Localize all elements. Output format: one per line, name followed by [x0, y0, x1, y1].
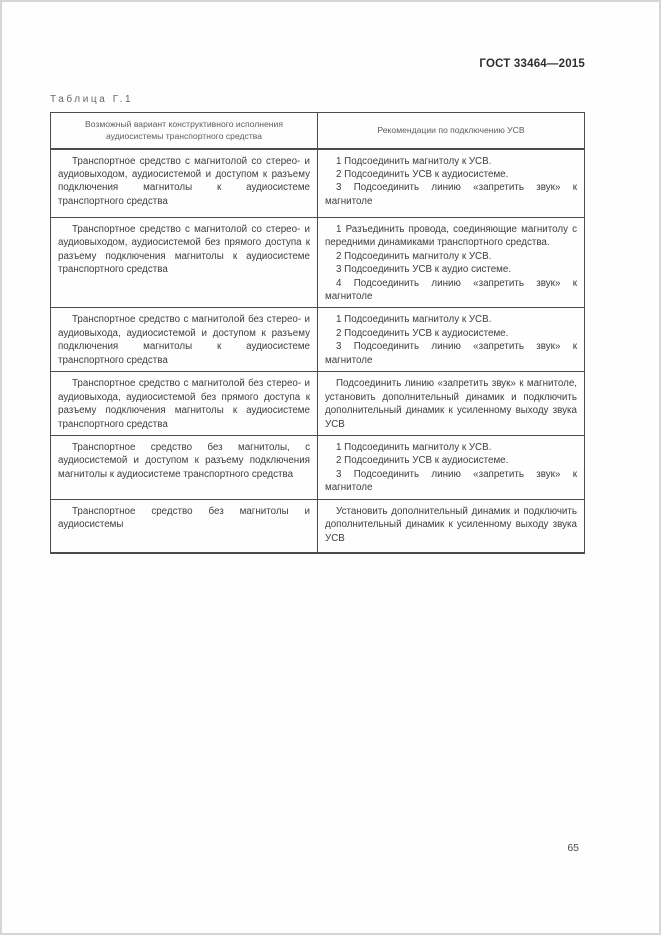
recommendation-line: 2 Подсоединить УСВ к аудиосистеме.: [336, 168, 509, 180]
variant-cell: [51, 372, 318, 436]
recommendation-line: 1 Разъединить провода, соединяющие магнитолу с передними динамиками транспортного средства.: [325, 224, 577, 249]
table-row: [51, 149, 585, 218]
variant-text: Транспортное средство без магнитолы, с аудиосистемой и доступом к разъему подключения магнитолы к аудиосистеме транспортного средства: [58, 442, 310, 480]
recommendations-cell: [318, 308, 585, 372]
recommendation-line: 3 Подсоединить линию «запретить звук» к магнитоле: [325, 468, 577, 494]
recommendations-cell: [318, 218, 585, 308]
table-header-recommendations: Рекомендации по подключению УСВ: [318, 113, 585, 149]
variant-cell: [51, 499, 318, 553]
page-content: [50, 2, 585, 935]
table-row: [51, 499, 585, 553]
recommendation-line: 4 Подсоединить линию «запретить звук» к магнитоле: [325, 277, 577, 303]
recommendation-line: 2 Подсоединить магнитолу к УСВ.: [336, 250, 492, 262]
recommendations-cell: [318, 372, 585, 436]
recommendation-line: 1 Подсоединить магнитолу к УСВ.: [336, 442, 492, 454]
recommendations-cell: [318, 149, 585, 218]
recommendation-line: 3 Подсоединить линию «запретить звук» к магнитоле: [325, 182, 577, 207]
recommendations-cell: [318, 499, 585, 553]
recommendation-line: 3 Подсоединить УСВ к аудио системе.: [336, 264, 512, 276]
table-caption: Таблица Г.1: [50, 94, 134, 105]
page-number: 65: [567, 842, 579, 854]
variant-cell: [51, 218, 318, 308]
variant-text: Транспортное средство с магнитолой со стерео- и аудиовыходом, аудиосистемой и доступом к разъему подключения магнитолы к аудиосистеме транспортного средства: [58, 155, 310, 207]
recommendation-line: 2 Подсоединить УСВ к аудиосистеме.: [336, 327, 509, 339]
recommendation-line: Подсоединить линию «запретить звук» к магнитоле, установить дополнительный динамик и подключить дополнительный динамик к усиленному выходу звука УСВ: [325, 378, 577, 430]
recommendations-cell: [318, 436, 585, 500]
recommendation-line: 3 Подсоединить линию «запретить звук» к магнитоле: [325, 341, 577, 366]
variant-cell: [51, 149, 318, 218]
table-row: [51, 218, 585, 308]
table-row: [51, 436, 585, 500]
recommendation-line: 1 Подсоединить магнитолу к УСВ.: [336, 155, 492, 167]
table-header-variant: Возможный вариант конструктивного исполнения аудиосистемы транспортного средства: [51, 113, 318, 149]
doc-number-header: ГОСТ 33464—2015: [479, 58, 585, 70]
table-header-row: [51, 113, 585, 149]
recommendation-line: 1 Подсоединить магнитолу к УСВ.: [336, 314, 492, 326]
variant-text: Транспортное средство с магнитолой со стерео- и аудиовыходом, аудиосистемой без прямого доступа к разъему подключения магнитолы к аудиосистеме транспортного средства: [58, 224, 310, 276]
recommendation-line: 2 Подсоединить УСВ к аудиосистеме.: [336, 455, 509, 467]
variant-text: Транспортное средство с магнитолой без стерео- и аудиовыхода, аудиосистемой без прямого доступа к разъему подключения магнитолы к аудиосистеме транспортного средства: [58, 378, 310, 430]
variant-cell: [51, 308, 318, 372]
variant-cell: [51, 436, 318, 500]
variant-text: Транспортное средство с магнитолой без стерео- и аудиовыхода, аудиосистемой и доступом к разъему подключения магнитолы к аудиосистеме транспортного средства: [58, 314, 310, 366]
variant-text: Транспортное средство без магнитолы и аудиосистемы: [58, 505, 310, 531]
recommendation-line: Установить дополнительный динамик и подключить дополнительный динамик к усиленному выходу звука УСВ: [325, 505, 577, 544]
table-row: [51, 372, 585, 436]
vehicle-audio-table: [50, 112, 585, 554]
table-row: [51, 308, 585, 372]
